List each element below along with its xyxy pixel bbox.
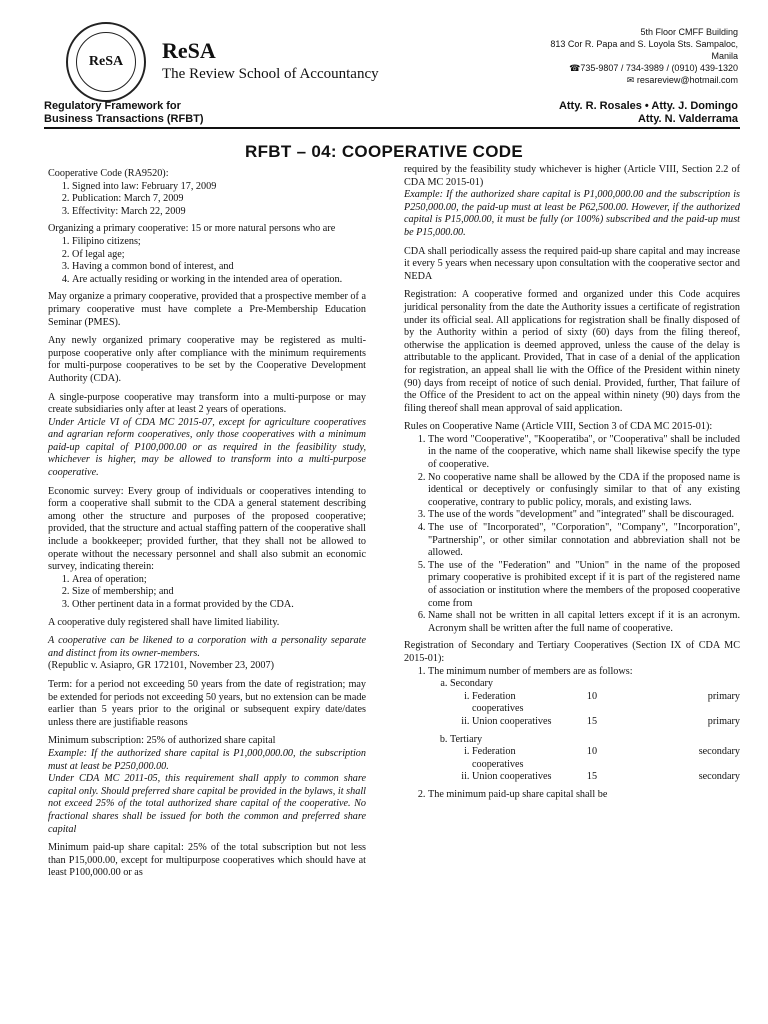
- school-name: The Review School of Accountancy: [162, 66, 379, 82]
- logo-text: ReSA: [88, 54, 124, 69]
- subject-line: Regulatory Framework for: [44, 100, 181, 112]
- list-item: 3. Having a common bond of interest, and: [72, 261, 366, 274]
- min-paid-up-paragraph: Minimum paid-up share capital: 25% of the total subscription but not less than P15,000.00, except for multipurpose cooperatives which should have at least P100,000.00 or as: [48, 842, 366, 879]
- member-type: ii. Union cooperatives: [472, 771, 552, 783]
- multipurpose-paragraph: Any newly organized primary cooperative may be registered as multi-purpose cooperative only after compliance with the minimum requirements for multi-purpose cooperatives to be set by the Cooperative Development Authority (CDA).: [48, 335, 366, 384]
- list-item: 2. Size of membership; and: [72, 586, 366, 599]
- pmes-paragraph: May organize a primary cooperative, provided that a prospective member of a primary cooperative must have complete a Pre-Membership Education Seminar (PMES).: [48, 291, 366, 328]
- member-count: 15: [586, 715, 598, 727]
- member-count: 10: [586, 746, 598, 758]
- list-item: 2. No cooperative name shall be allowed by the CDA if the proposed name is identical or deceptively or confusingly similar to that of any existing cooperative, contrary to public policy, morals, and existing laws.: [428, 472, 740, 510]
- survey-list: [48, 574, 366, 612]
- code-dates-list: [48, 181, 366, 219]
- list-item: 2. Publication: March 7, 2009: [72, 193, 366, 206]
- left-column: [48, 168, 366, 886]
- continued-paragraph: required by the feasibility study whichever is higher (Article VIII, Section 2.2 of CDA MC 2015-01): [404, 164, 740, 188]
- secondary-members: [450, 691, 740, 729]
- secondary-tertiary-heading: Registration of Secondary and Tertiary Cooperatives (Section IX of CDA MC 2015-01):: [404, 640, 740, 664]
- organize-list: [48, 236, 366, 286]
- member-type: i. Federation cooperatives: [472, 746, 524, 770]
- contact-phone: ☎735-9807 / 734-3989 / (0910) 439-1320: [569, 63, 738, 73]
- term-paragraph: Term: for a period not exceeding 50 years from the date of registration; may be extended for periods not exceeding 50 years, but no extension can be made earlier than 5 years prior to the original or subsequent expiry date/dates unless there are justifiable reasons: [48, 678, 366, 728]
- code-heading: Cooperative Code (RA9520):: [48, 168, 169, 179]
- list-item: 3. The use of the words "development" and "integrated" shall be discouraged.: [428, 509, 740, 522]
- likened-paragraph: A cooperative can be likened to a corporation with a personality separate and distinct from its owner-members.: [48, 635, 366, 659]
- header-rule: [44, 127, 740, 129]
- likened-citation: (Republic v. Asiapro, GR 172101, November 23, 2007): [48, 660, 274, 672]
- member-count: 10: [586, 690, 598, 702]
- assess-paragraph: CDA shall periodically assess the required paid-up share capital and may increase it every 5 years when necessary upon consultation with the cooperative sector and NEDA: [404, 245, 740, 282]
- contact-email: ✉ resareview@hotmail.com: [626, 75, 738, 85]
- tier-label: Tertiary: [450, 733, 483, 745]
- paid-up-example: Example: If the authorized share capital is P1,000,000.00 and the subscription is P250,000.00, the paid-up must at least be P62,500.00. However, if the authorized capital is P15,000.00, it must be fully (or 100%) subscribed and the paid-up must be P15,000.00.: [404, 189, 740, 238]
- list-item: [472, 716, 740, 729]
- single-purpose-paragraph: A single-purpose cooperative may transform into a multi-purpose or may create subsidiaries only after at least 2 years of operations.: [48, 391, 366, 416]
- contact-line: 813 Cor R. Papa and S. Loyola Sts. Sampaloc,: [550, 39, 738, 49]
- organize-intro: Organizing a primary cooperative: 15 or more natural persons who are: [48, 223, 336, 235]
- list-item: 4. Are actually residing or working in the intended area of operation.: [72, 274, 366, 287]
- mc-2011-paragraph: Under CDA MC 2011-05, this requirement shall apply to common share capital only. Should preferred share capital be provided in the bylaws, it shall not exceed 25% of the total authorized share capital of the cooperative. No fractional shares shall be issued for both the common and preferred share capital: [48, 773, 366, 835]
- list-item: 1. Area of operation;: [72, 574, 366, 587]
- secondary-tertiary-list: [404, 666, 740, 802]
- liability-paragraph: A cooperative duly registered shall have limited liability.: [48, 616, 280, 628]
- subject-heading: [44, 100, 204, 126]
- member-type: i. Federation cooperatives: [472, 690, 524, 715]
- tier-label: Secondary: [450, 678, 493, 690]
- member-count: 15: [586, 771, 598, 783]
- right-column: [404, 164, 740, 807]
- list-item: 3. Other pertinent data in a format provided by the CDA.: [72, 599, 366, 612]
- list-item: [450, 678, 740, 728]
- subject-line: Business Transactions (RFBT): [44, 113, 204, 125]
- list-item: [472, 771, 740, 784]
- member-kind: secondary: [698, 746, 740, 758]
- min-subscription: Minimum subscription: 25% of authorized share capital: [48, 735, 276, 747]
- lecturers: [559, 100, 738, 126]
- contact-line: 5th Floor CMFF Building: [640, 27, 738, 37]
- list-item: 5. The use of the "Federation" and "Union" in the name of the proposed primary cooperative is prohibited except if it is part of the registered name of association or institution where the members of the proposed cooperative come from: [428, 560, 740, 610]
- page-title: RFBT – 04: COOPERATIVE CODE: [245, 142, 523, 161]
- list-item: 1. Signed into law: February 17, 2009: [72, 181, 366, 194]
- resa-logo: [66, 22, 146, 102]
- list-item: [472, 691, 740, 716]
- lecturer-line: Atty. N. Valderrama: [637, 113, 738, 125]
- list-item: [472, 746, 740, 771]
- list-item: 6. Name shall not be written in all capital letters except if it is an acronym. Acronym shall be written after the full name of cooperative.: [428, 610, 740, 635]
- list-item: [450, 734, 740, 784]
- requirement-text: The minimum number of members are as follows:: [428, 665, 633, 677]
- list-item: [428, 666, 740, 784]
- list-item: 3. Effectivity: March 22, 2009: [72, 206, 366, 219]
- min-subscription-example: Example: If the authorized share capital is P1,000,000.00, the subscription must at least be P250,000.00.: [48, 747, 366, 772]
- member-kind: secondary: [698, 771, 740, 783]
- economic-survey-paragraph: Economic survey: Every group of individuals or cooperatives intending to form a cooperative shall submit to the CDA a general statement describing among other the structure and purposes of the proposed cooperative; provided, that the structure and actual staffing pattern of the cooperative shall include a bookkeeper; provided further, that they shall not be allowed to operate without the necessary personnel and shall also submit an economic survey, indicating therein:: [48, 485, 366, 573]
- member-kind: primary: [707, 690, 740, 702]
- member-type: ii. Union cooperatives: [472, 715, 552, 727]
- tertiary-members: [450, 746, 740, 784]
- name-rules-heading: Rules on Cooperative Name (Article VIII, Section 3 of CDA MC 2015-01):: [404, 421, 713, 433]
- list-item: 4. The use of "Incorporated", "Corporation", "Company", "Incorporation", "Partnership", or other similar connotation and abbreviation shall not be allowed.: [428, 522, 740, 560]
- registration-paragraph: Registration: A cooperative formed and organized under this Code acquires juridical personality from the date the Authority issues a certificate of registration under its official seal. All applications for registration shall be finally disposed of by the Authority within a period of sixty (60) days from the filing thereof, otherwise the application is deemed approved, unless the cause of the delay is attributable to the applicant. Provided, That in case of a denial of the application for registration, an appeal shall lie with the Office of the President within ninety (90) days from receipt of notice of such denial. Provided, further, That failure of the Office of the President to act on the appeal within ninety (90) days from the filing thereof shall mean approval of said application.: [404, 289, 740, 414]
- lecturer-line: Atty. R. Rosales • Atty. J. Domingo: [558, 100, 738, 112]
- contact-line: Manila: [711, 51, 738, 61]
- list-item: 2. Of legal age;: [72, 249, 366, 262]
- tier-list: [428, 678, 740, 784]
- brand-name: ReSA: [162, 38, 216, 63]
- member-kind: primary: [707, 715, 740, 727]
- list-item: 1. The word "Cooperative", "Kooperatiba", or "Cooperativa" shall be included in the name of the cooperative, which name shall likewise specify the type of cooperative.: [428, 434, 740, 472]
- list-item: 1. Filipino citizens;: [72, 236, 366, 249]
- contact-block: [550, 26, 738, 86]
- list-item: 2. The minimum paid-up share capital shall be: [428, 789, 740, 802]
- name-rules-list: [404, 434, 740, 636]
- article-vi-paragraph: Under Article VI of CDA MC 2015-07, except for agriculture cooperatives and agrarian reform cooperatives, only those cooperatives with a minimum paid-up capital of P100,000.00 or as required in the feasibility study, whichever is higher, may be allowed to transform into a multi-purpose cooperative.: [48, 416, 366, 479]
